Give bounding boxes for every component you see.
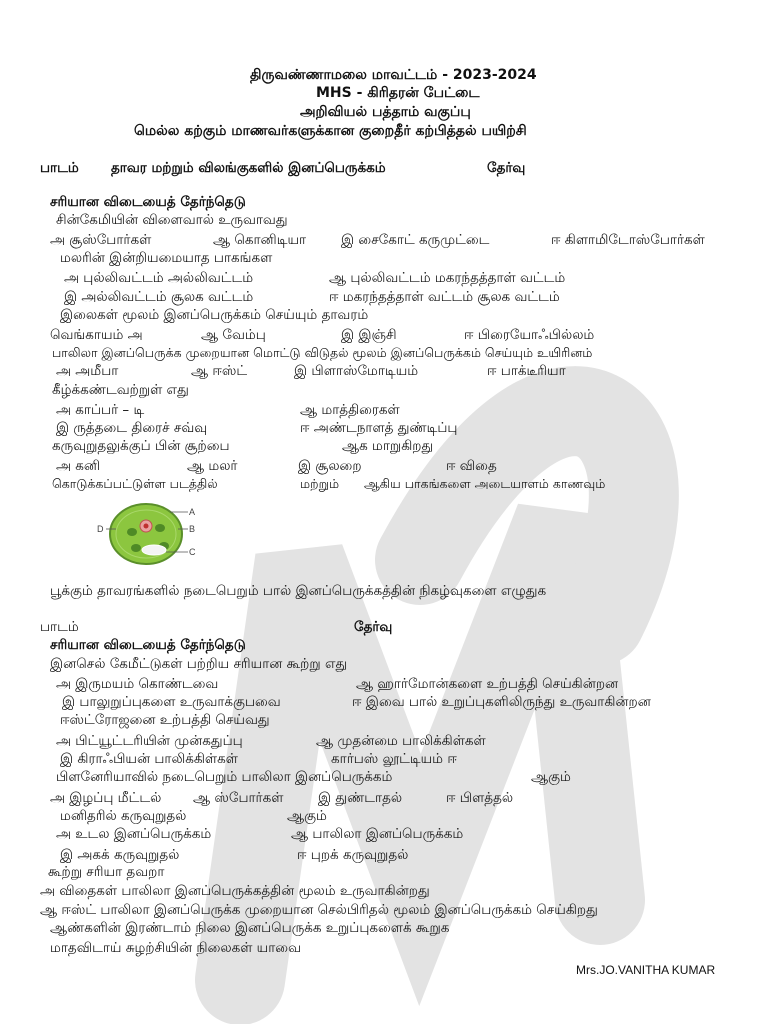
header-district: திருவண்ணாமலை மாவட்டம் - 2023-2024 <box>250 67 537 83</box>
cell-vacuole <box>142 545 166 555</box>
s1-q4-option-b: ஆ ஈஸ்ட் <box>191 363 248 379</box>
diagram-label-b: B <box>189 524 196 534</box>
s1-q2-option-c: இ அல்லிவட்டம் சூலக வட்டம் <box>64 289 254 305</box>
s1-q4-option-d: ஈ பாக்டீரியா <box>487 363 566 379</box>
s1-q3-option-d: ஈ பிரையோஃபில்லம் <box>464 327 595 343</box>
s1-q5-option-a: அ காப்பர் – டி <box>56 402 145 418</box>
s2-question-6: ஆண்களின் இரண்டாம் நிலை இனப்பெருக்க உறுப்புகளைக் கூறுக <box>50 920 450 936</box>
s1-question-1: சின்கேமியின் விளைவால் உருவாவது <box>56 212 288 228</box>
s1-q1-option-b: ஆ கொனிடியா <box>213 232 307 248</box>
s1-question-7-b: மற்றும் <box>300 476 340 491</box>
header-program: மெல்ல கற்கும் மாணவர்களுக்கான குறைதீர் கற்பித்தல் பயிற்சி <box>134 123 527 139</box>
s2-question-5: கூற்று சரியா தவறா <box>48 864 165 880</box>
s2-q4-option-c: இ அகக் கருவுறுதல் <box>60 847 180 863</box>
section2-title-label: பாடம் <box>40 619 79 635</box>
s1-q2-option-d: ஈ மகரந்தத்தாள் வட்டம் சூலக வட்டம் <box>329 289 560 305</box>
s2-q1-option-c: இ பாலுறுப்புகளை உருவாக்குபவை <box>62 694 281 710</box>
cell-chloroplast <box>131 544 141 552</box>
s1-question-8: பூக்கும் தாவரங்களில் நடைபெறும் பால் இனப்பெருக்கத்தின் நிகழ்வுகளை எழுதுக <box>50 583 547 599</box>
section2-title-test: தேர்வு <box>354 619 393 635</box>
cell-body <box>110 504 182 564</box>
s1-q1-option-d: ஈ கிளாமிடோஸ்போர்கள் <box>551 232 705 248</box>
s1-q4-option-c: இ பிளாஸ்மோடியம் <box>294 363 419 379</box>
diagram-label-d: D <box>97 524 104 534</box>
section1-title-topic: தாவர மற்றும் விலங்குகளில் இனப்பெருக்கம் <box>111 160 386 176</box>
s2-q3-option-b: ஆ ஸ்போர்கள் <box>193 790 284 806</box>
s1-question-4: பாலிலா இனப்பெருக்க முறையான மொட்டு விடுதல் மூலம் இனப்பெருக்கம் செய்யும் உயிரினம் <box>52 345 593 360</box>
s1-question-6-tail: ஆக மாறுகிறது <box>342 438 434 454</box>
cell-chloroplast <box>155 524 165 532</box>
s2-q3-option-a: அ இழப்பு மீட்டல் <box>50 790 162 806</box>
section1-instruction: சரியான விடையைத் தேர்ந்தெடு <box>50 194 246 210</box>
s2-q2-option-d: கார்பஸ் லூட்டியம் ஈ <box>331 751 457 767</box>
s2-q2-option-c: இ கிராஃபியன் பாலிக்கிள்கள் <box>60 751 238 767</box>
s1-question-3: இலைகள் மூலம் இனப்பெருக்கம் செய்யும் தாவரம் <box>60 307 369 323</box>
s2-q5-statement-a: அ விதைகள் பாலிலா இனப்பெருக்கத்தின் மூலம் உருவாகின்றது <box>40 883 430 899</box>
s1-question-7-a: கொடுக்கப்பட்டுள்ள படத்தில் <box>52 476 218 491</box>
section2-instruction: சரியான விடையைத் தேர்ந்தெடு <box>50 637 246 653</box>
diagram-label-a: A <box>189 507 196 517</box>
s2-q4-option-b: ஆ பாலிலா இனப்பெருக்கம் <box>291 826 464 842</box>
cell-diagram <box>94 500 206 566</box>
s1-q6-option-c: இ சூலறை <box>298 458 362 474</box>
s2-question-7: மாதவிடாய் சுழற்சியின் நிலைகள் யாவை <box>50 940 301 956</box>
s1-q5-option-d: ஈ அண்டநாளத் துண்டிப்பு <box>300 420 458 436</box>
diagram-label-c: C <box>189 547 196 557</box>
s1-q1-option-a: அ சூஸ்போர்கள் <box>50 232 152 248</box>
s1-question-2: மலரின் இன்றியமையாத பாகங்கள <box>60 250 273 266</box>
header-school: MHS - கிரிதரன் பேட்டை <box>316 85 480 101</box>
section1-title-label: பாடம் <box>40 160 79 176</box>
s1-q2-option-a: அ புல்லிவட்டம் அல்லிவட்டம் <box>64 270 254 286</box>
s1-q3-option-c: இ இஞ்சி <box>341 327 397 343</box>
s2-question-3: பிளனேரியாவில் நடைபெறும் பாலிலா இனப்பெருக்கம் <box>56 769 393 785</box>
s1-q5-option-c: இ ருத்தடை திரைச் சவ்வு <box>56 420 208 436</box>
s1-q6-option-a: அ கனி <box>56 458 101 474</box>
s2-q1-option-a: அ இருமயம் கொண்டவை <box>56 676 219 692</box>
s1-question-5: கீழ்க்கண்டவற்றுள் எது <box>52 382 189 398</box>
s2-question-4: மனிதரில் கருவுறுதல் <box>60 808 187 824</box>
cell-nucleolus <box>144 524 149 529</box>
s2-question-2: ஈஸ்ட்ரோஜனை உற்பத்தி செய்வது <box>60 712 270 728</box>
s2-q1-option-d: ஈ இவை பால் உறுப்புகளிலிருந்து உருவாகின்றன <box>352 694 651 710</box>
s1-question-6: கருவுறுதலுக்குப் பின் சூற்பை <box>52 438 230 454</box>
s2-q2-option-b: ஆ முதன்மை பாலிக்கிள்கள் <box>316 733 486 749</box>
s2-q4-option-d: ஈ புறக் கருவுறுதல் <box>297 847 409 863</box>
s2-question-1: இனசெல் கேமீட்டுகள் பற்றிய சரியான கூற்று எது <box>50 656 348 672</box>
section1-title-test: தேர்வு <box>487 160 526 176</box>
s2-q3-option-d: ஈ பிளத்தல் <box>446 790 514 806</box>
s1-q3-option-b: ஆ வேம்பு <box>201 327 266 343</box>
s1-q6-option-d: ஈ விதை <box>446 458 497 474</box>
s1-q2-option-b: ஆ புல்லிவட்டம் மகரந்தத்தாள் வட்டம் <box>329 270 566 286</box>
s2-question-3-tail: ஆகும் <box>531 769 571 785</box>
s1-question-7-c: ஆகிய பாகங்களை அடையாளம் காணவும் <box>364 476 606 491</box>
s1-q3-option-a: வெங்காயம் அ <box>50 327 143 343</box>
cell-chloroplast <box>127 528 137 536</box>
s2-q3-option-c: இ துண்டாதல் <box>318 790 403 806</box>
s2-q1-option-b: ஆ ஹார்மோன்களை உற்பத்தி செய்கின்றன <box>356 676 619 692</box>
s2-q4-option-a: அ உடல இனப்பெருக்கம் <box>56 826 212 842</box>
header-subject: அறிவியல் பத்தாம் வகுப்பு <box>300 104 471 120</box>
s1-q4-option-a: அ அமீபா <box>56 363 119 379</box>
s1-q1-option-c: இ சைகோட் கருமுட்டை <box>341 232 490 248</box>
s2-question-4-tail: ஆகும் <box>287 808 327 824</box>
s2-q2-option-a: அ பிட்யூட்டரியின் முன்கதுப்பு <box>56 733 243 749</box>
s2-q5-statement-b: ஆ ஈஸ்ட் பாலிலா இனப்பெருக்க முறையான செல்பிரிதல் மூலம் இனப்பெருக்கம் செய்கிறது <box>40 902 598 918</box>
s1-q5-option-b: ஆ மாத்திரைகள் <box>300 402 400 418</box>
author-signature: Mrs.JO.VANITHA KUMAR <box>576 963 716 977</box>
s1-q6-option-b: ஆ மலர் <box>187 458 238 474</box>
